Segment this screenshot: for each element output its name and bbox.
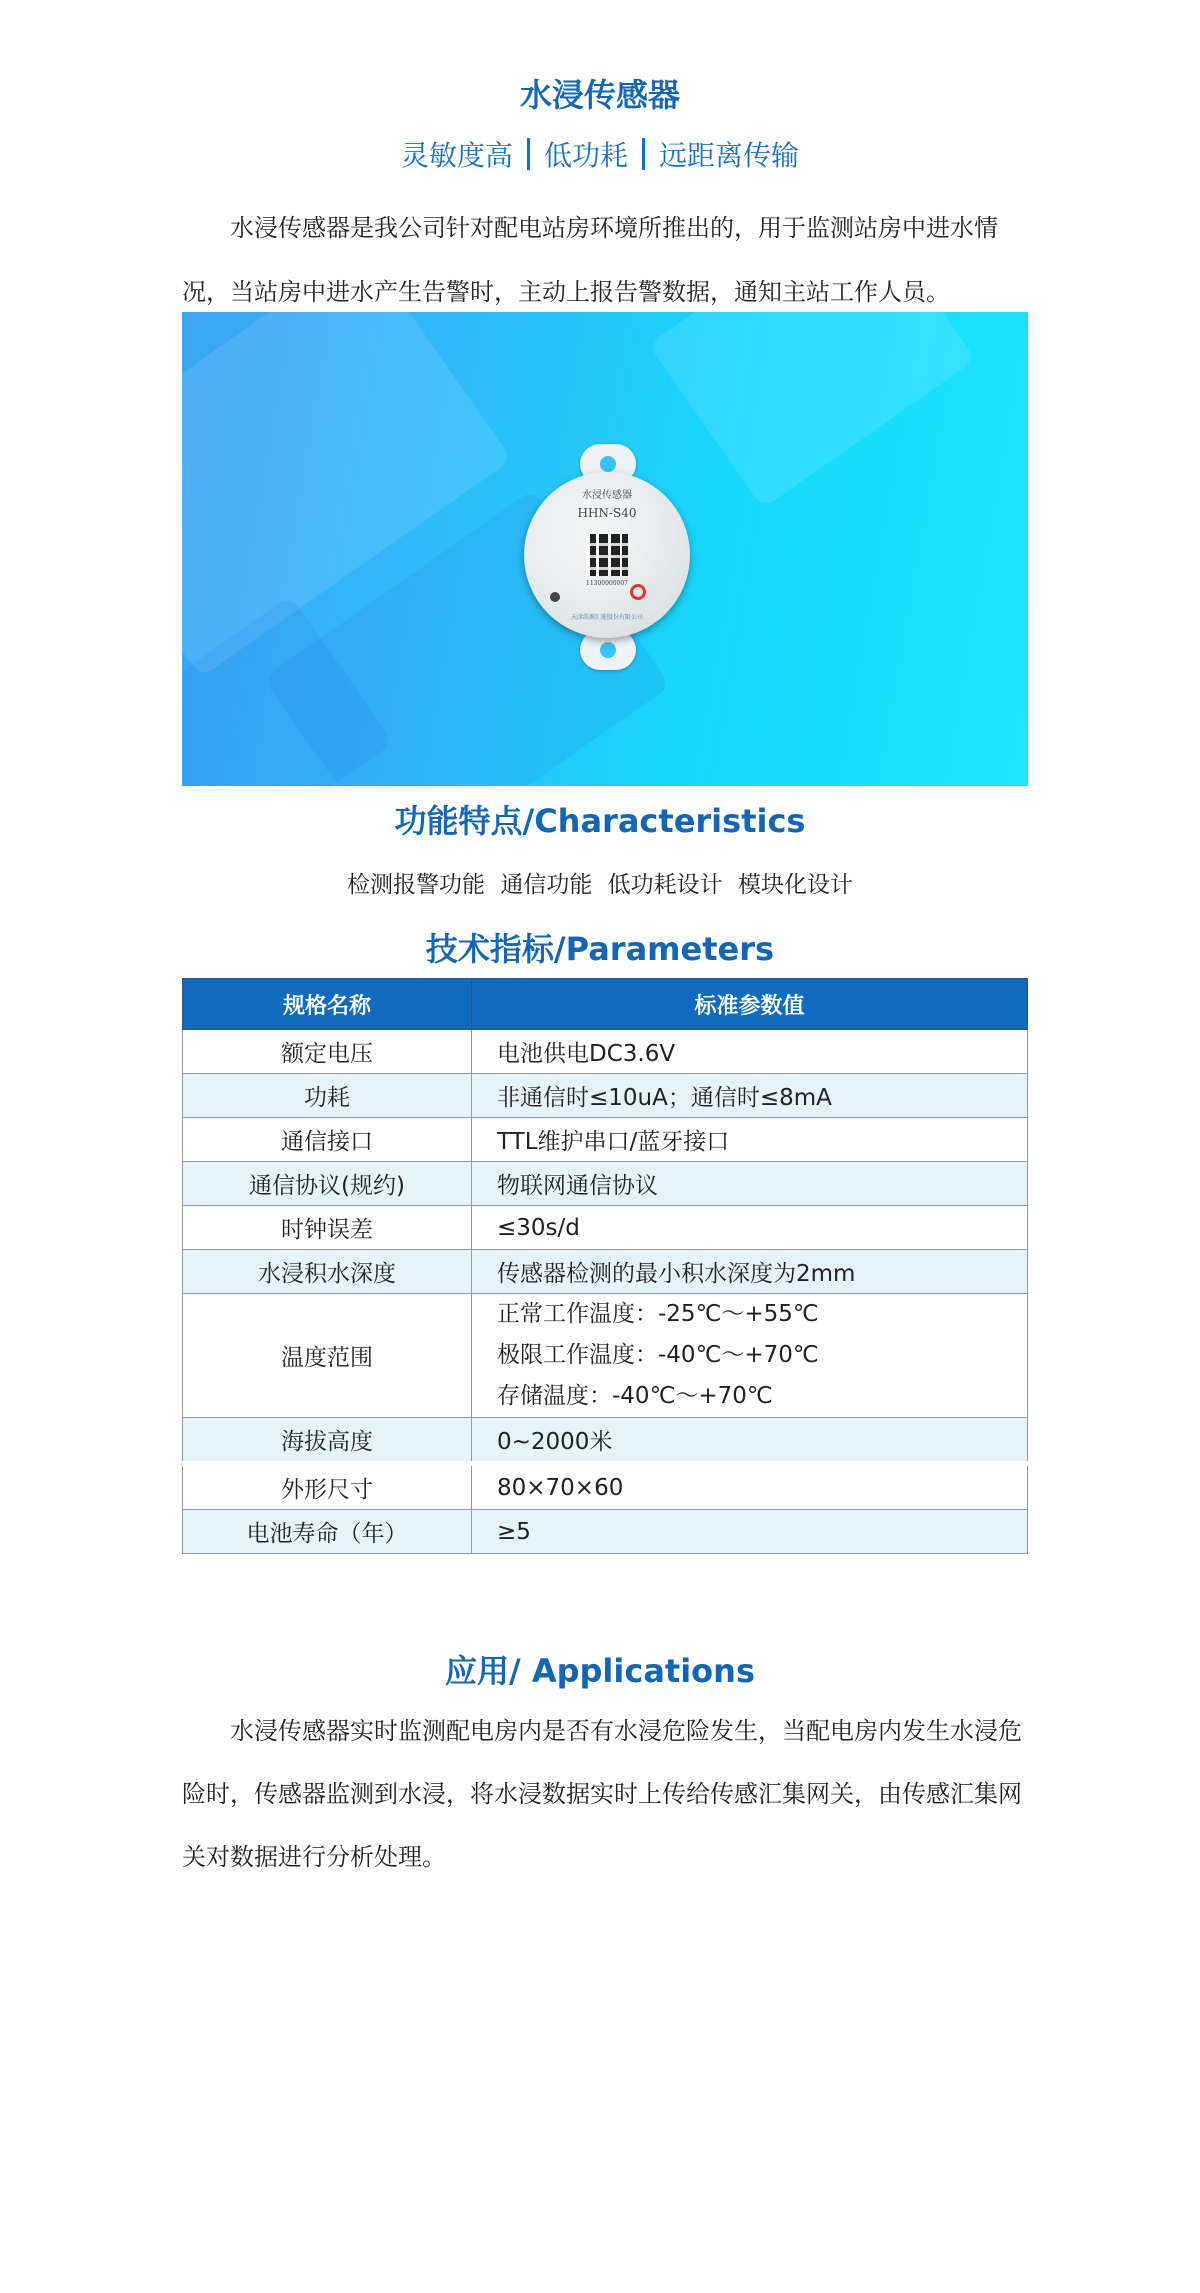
table-row [183,1464,1028,1510]
feature-tagline [0,134,1200,174]
param-value: 传感器检测的最小积水深度为2mm [472,1250,1028,1294]
feature-item: 通信功能 [500,872,593,898]
param-value-line: 存储温度：-40℃～+70℃ [497,1383,773,1409]
param-value: 80×70×60 [472,1464,1028,1510]
param-value-line: 正常工作温度：-25℃～+55℃ [497,1301,819,1327]
device-serial: 11300000007 [586,580,628,587]
applications-paragraph: 水浸传感器实时监测配电房内是否有水浸危险发生，当配电房内发生水浸危险时，传感器监测到水浸，将水浸数据实时上传给传感汇集网关，由传感汇集网关对数据进行分析处理。 [182,1717,1022,1871]
param-value: 物联网通信协议 [472,1162,1028,1206]
background-shape [648,312,976,508]
device-label: 水浸传感器 [582,490,632,501]
param-value: ≤30s/d [472,1206,1028,1250]
feature-item: 检测报警功能 [347,872,486,898]
table-row [183,1418,1028,1464]
table-row [183,1250,1028,1294]
tagline-divider [527,138,530,170]
page-title: 水浸传感器 [519,76,680,114]
parameters-table [182,978,1028,1554]
sensor-face [524,472,690,638]
param-name: 通信协议(规约) [183,1162,472,1206]
param-value-line: 极限工作温度：-40℃～+70℃ [497,1342,819,1368]
param-name: 水浸积水深度 [183,1250,472,1294]
table-row [183,1294,1028,1418]
table-row [183,1510,1028,1554]
product-image [182,312,1028,786]
param-name: 海拔高度 [183,1418,472,1464]
param-name: 外形尺寸 [183,1464,472,1510]
param-name: 电池寿命（年） [183,1510,472,1554]
device-model: HHN-S40 [577,506,637,520]
param-value: 非通信时≤10uA；通信时≤8mA [472,1074,1028,1118]
alarm-logo-icon [630,584,646,600]
sensor-device [520,444,696,684]
device-maker: 天津浩源汇能股份有限公司 [570,614,643,621]
param-value [472,1294,1028,1418]
param-name: 时钟误差 [183,1206,472,1250]
table-row [183,1030,1028,1074]
param-name: 通信接口 [183,1118,472,1162]
table-row [183,1074,1028,1118]
param-value: 电池供电DC3.6V [472,1030,1028,1074]
indicator-light-icon [550,592,560,602]
qr-code-icon [586,534,628,576]
param-name: 额定电压 [183,1030,472,1074]
param-value: 0~2000米 [472,1418,1028,1464]
feature-item: 低功耗设计 [607,872,723,898]
param-value: TTL维护串口/蓝牙接口 [472,1118,1028,1162]
intro-paragraph: 水浸传感器是我公司针对配电站房环境所推出的，用于监测站房中进水情况，当站房中进水产生告警时，主动上报告警数据，通知主站工作人员。 [182,214,998,306]
feature-item: 模块化设计 [737,872,853,898]
tagline-divider [642,138,645,170]
param-value: ≥5 [472,1510,1028,1554]
tagline-item-long-range: 远距离传输 [659,139,800,172]
table-row [183,1118,1028,1162]
param-name: 功耗 [183,1074,472,1118]
column-header: 标准参数值 [472,979,1028,1030]
table-row [183,1162,1028,1206]
tagline-item-low-power: 低功耗 [543,139,628,172]
param-name: 温度范围 [183,1294,472,1418]
characteristics-heading: 功能特点/Characteristics [394,802,806,840]
table-header-row [183,979,1028,1030]
tagline-item-sensitivity: 灵敏度高 [400,139,513,172]
column-header: 规格名称 [183,979,472,1030]
table-row [183,1206,1028,1250]
parameters-heading: 技术指标/Parameters [425,930,775,968]
characteristics-list [0,866,1200,899]
applications-heading: 应用/ Applications [445,1652,755,1690]
